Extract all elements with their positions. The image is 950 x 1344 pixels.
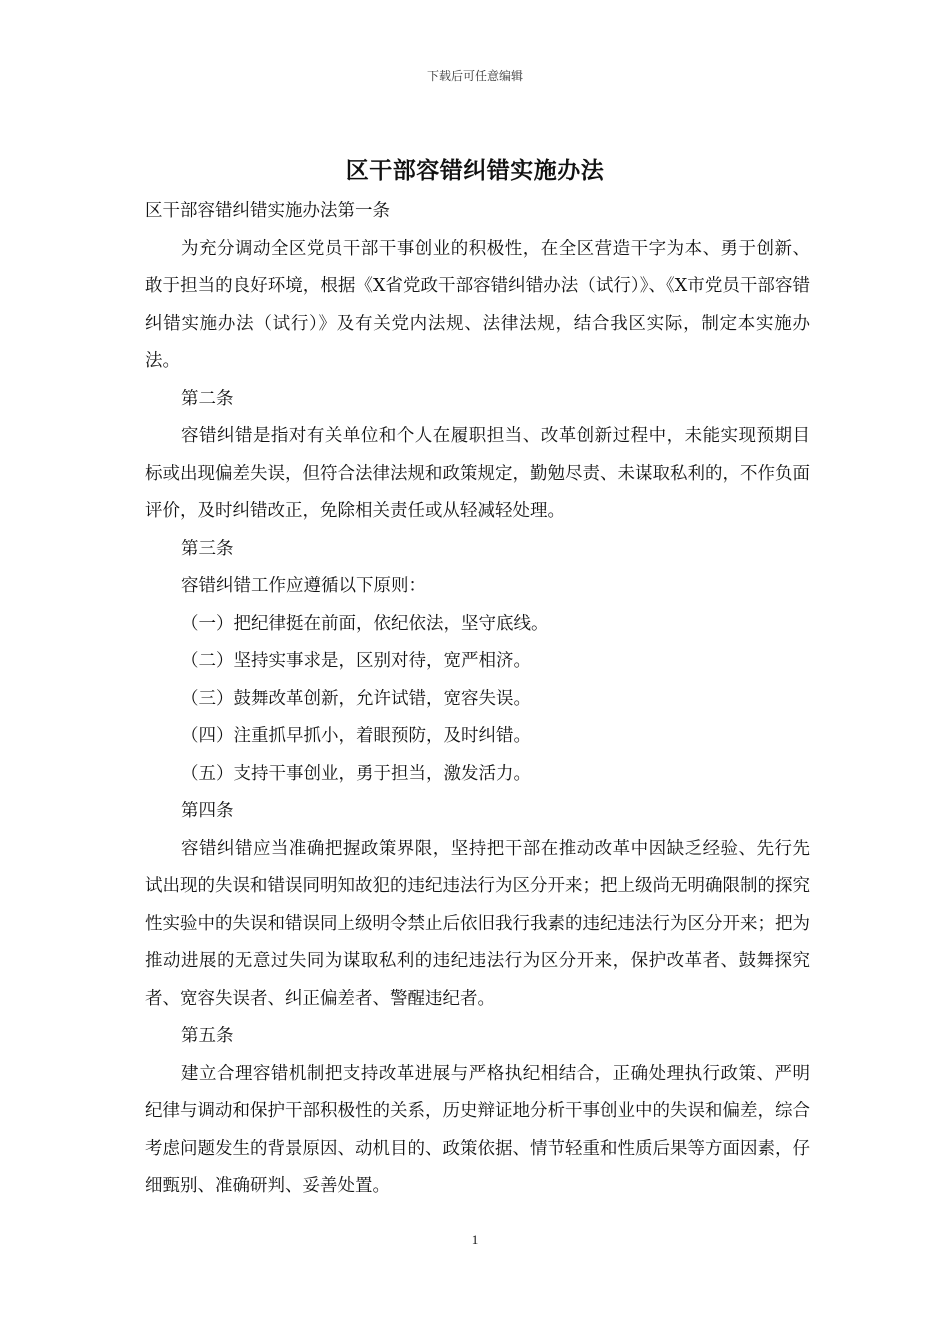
article-paragraph: 为充分调动全区党员干部干事创业的积极性，在全区营造干字为本、勇于创新、敢于担当的良好环境，根据《X省党政干部容错纠错办法（试行）》、《X市党员干部容错纠错实施办法（试行）》及有关党内法规、法律法规，结合我区实际，制定本实施办法。 — [145, 238, 810, 371]
article-heading-1: 区干部容错纠错实施办法第一条 — [145, 201, 390, 221]
article-heading-3: 第三条 — [181, 538, 234, 559]
page-number: 1 — [471, 1232, 479, 1247]
document-title: 区干部容错纠错实施办法 — [345, 158, 605, 184]
article-heading-5: 第五条 — [181, 1026, 234, 1046]
article-heading-2: 第二条 — [181, 388, 234, 409]
article-paragraph: 容错纠错是指对有关单位和个人在履职担当、改革创新过程中，未能实现预期目标或出现偏差失误，但符合法律法规和政策规定，勤勉尽责、未谋取私利的，不作负面评价，及时纠错改正，免除相关责任或从轻减轻处理。 — [145, 426, 810, 521]
principle-item: （五）支持干事创业，勇于担当，激发活力。 — [181, 763, 531, 784]
principle-item: （一）把纪律挺在前面，依纪依法，坚守底线。 — [181, 613, 549, 634]
principle-item: （三）鼓舞改革创新，允许试错，宽容失误。 — [181, 688, 531, 709]
article-paragraph: 容错纠错工作应遵循以下原则： — [181, 576, 426, 596]
article-paragraph: 建立合理容错机制把支持改革进展与严格执纪相结合，正确处理执行政策、严明纪律与调动和保护干部积极性的关系，历史辩证地分析干事创业中的失误和偏差，综合考虑问题发生的背景原因、动机目的、政策依据、情节轻重和性质后果等方面因素，仔细甄别、准确研判、妥善处置。 — [145, 1063, 810, 1196]
document-body — [145, 193, 810, 1206]
principle-item: （四）注重抓早抓小，着眼预防，及时纠错。 — [181, 726, 531, 746]
article-heading-4: 第四条 — [181, 801, 234, 821]
header-note: 下载后可任意编辑 — [426, 69, 523, 83]
article-paragraph: 容错纠错应当准确把握政策界限，坚持把干部在推动改革中因缺乏经验、先行先试出现的失误和错误同明知故犯的违纪违法行为区分开来；把上级尚无明确限制的探究性实验中的失误和错误同上级明令禁止后依旧我行我素的违纪违法行为区分开来；把为推动进展的无意过失同为谋取私利的违纪违法行为区分开来，保护改革者、鼓舞探究者、宽容失误者、纠正偏差者、警醒违纪者。 — [145, 838, 810, 1009]
principle-item: （二）坚持实事求是，区别对待，宽严相济。 — [181, 651, 531, 671]
